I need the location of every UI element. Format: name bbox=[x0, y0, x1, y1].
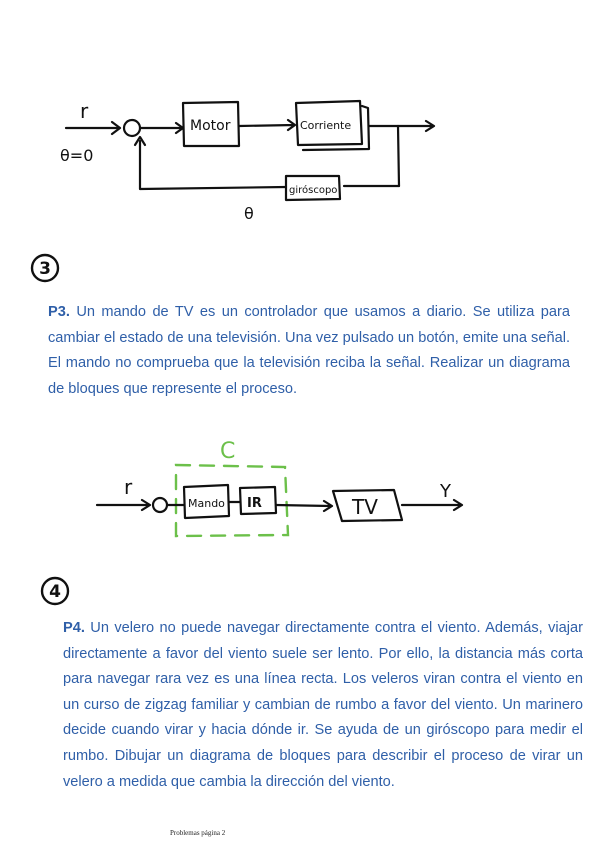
problem-4-text: Un velero no puede navegar directamente contra el viento. Además, viajar directamente a favor del viento suele ser lento. Por ello, la distancia más corta para navegar rara vez es una línea recta. Los veleros viran contra el viento en un curso de zigzag familiar y cambian de rumbo a favor del viento. Un marinero decide cuando virar y hacia dónde ir. Se ayuda de un giróscopo para medir el rumbo. Dibujar un diagrama de bloques para describir el proceso de virar un velero a medida que cambia la dirección del viento. bbox=[63, 620, 583, 790]
controller-label-c: C bbox=[220, 439, 236, 464]
initial-condition-label: θ=0 bbox=[60, 146, 94, 165]
input-label-r: r bbox=[80, 99, 89, 123]
output-label-y: Y bbox=[440, 481, 451, 502]
page-footer: Problemas página 2 bbox=[170, 829, 226, 837]
mando-label: Mando bbox=[188, 497, 225, 510]
corriente-label: Corriente bbox=[300, 119, 352, 132]
problem-number-4: 4 bbox=[49, 582, 61, 602]
giroscopo-label: giróscopo bbox=[289, 185, 338, 196]
problem-3-text: Un mando de TV es un controlador que usamos a diario. Se utiliza para cambiar el estado de una televisión. Una vez pulsado un botón, emite una señal. El mando no comprueba que la televisión reciba la señal. Realizar un diagrama de bloques que represente el proceso. bbox=[48, 304, 570, 397]
problem-3-label: P3. bbox=[48, 304, 70, 320]
problem-number-3: 3 bbox=[39, 259, 51, 279]
problem-4-label: P4. bbox=[63, 620, 85, 636]
motor-label: Motor bbox=[190, 118, 231, 134]
ir-label: IR bbox=[247, 496, 262, 511]
tv-label: TV bbox=[352, 495, 378, 519]
tv-input-label-r: r bbox=[124, 475, 133, 499]
problem-4-paragraph bbox=[63, 616, 583, 795]
feedback-theta-label: θ bbox=[244, 204, 254, 223]
